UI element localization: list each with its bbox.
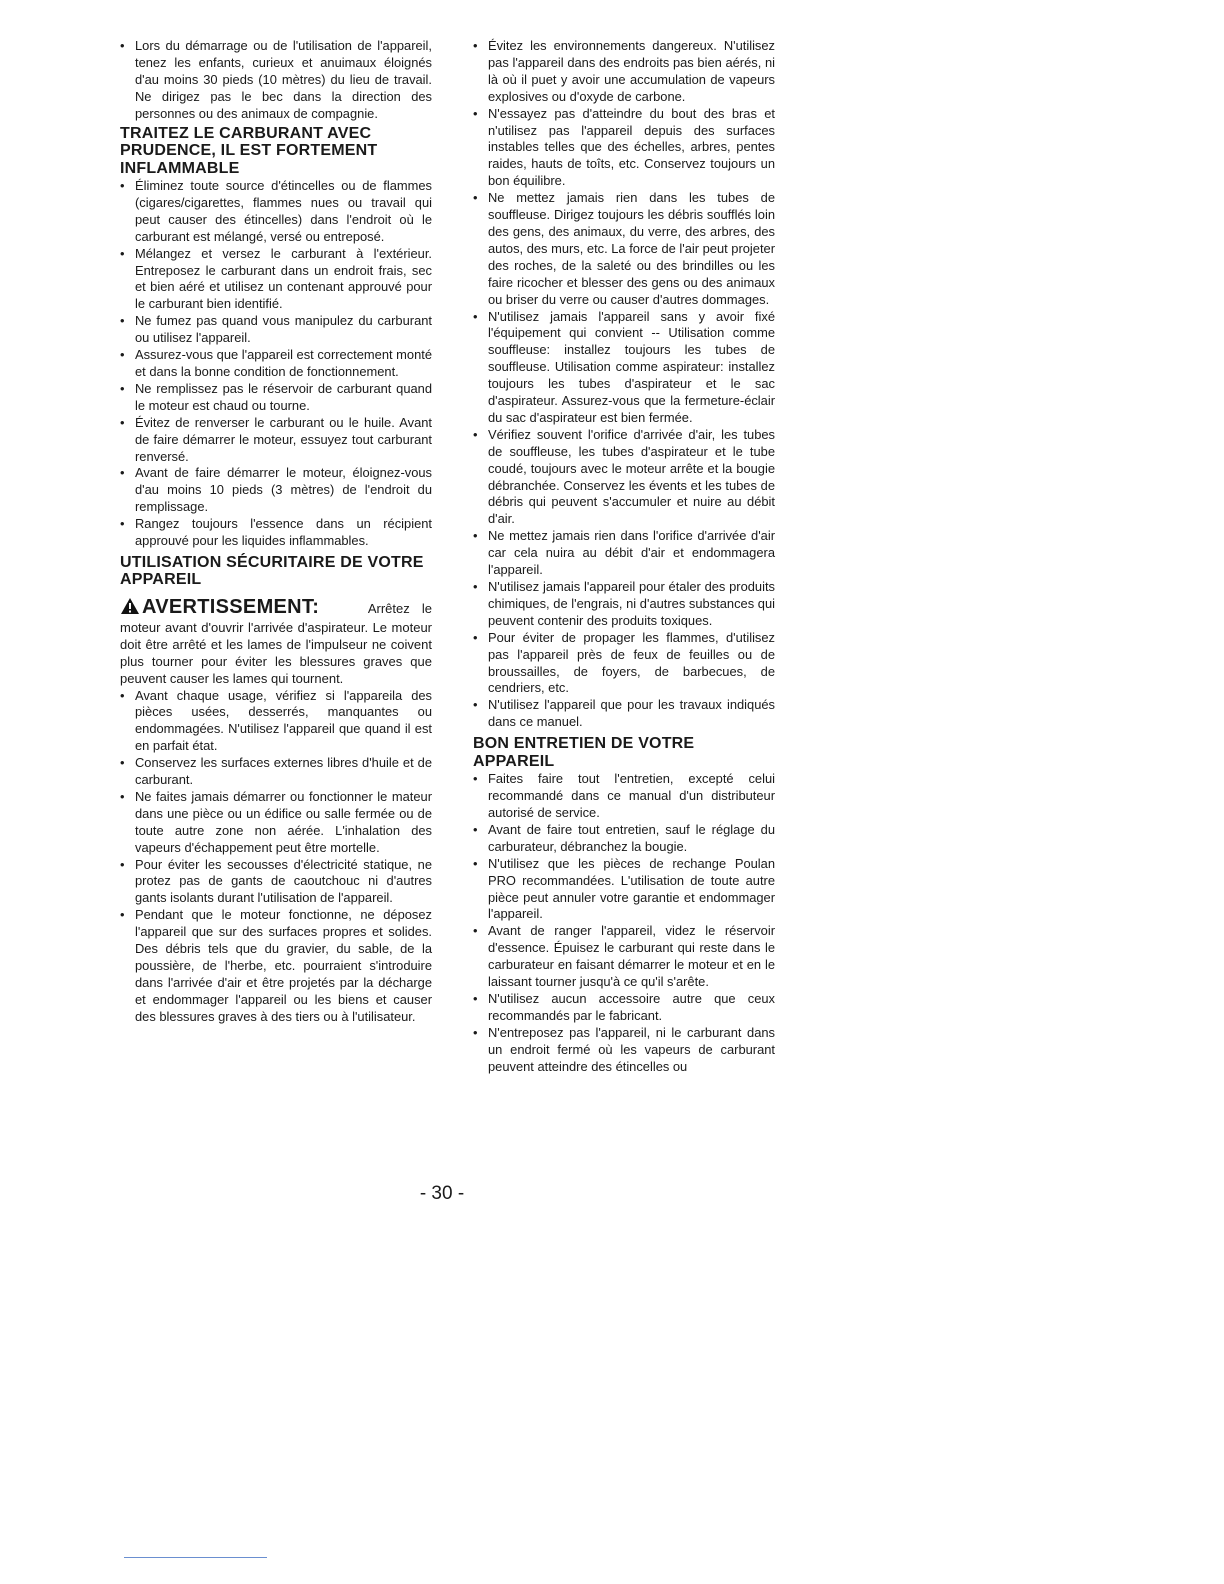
section-heading-fuel: TRAITEZ LE CARBURANT AVEC PRUDENCE, IL EST FORTEMENT INFLAMMABLE: [120, 124, 378, 177]
warning-block: [120, 597, 432, 688]
bullet-item: • N'essayez pas d'atteindre du bout des bras et n'utilisez pas l'appareil depuis des surfaces instables telles que des échelles, arbres, pentes raides, hauts de toîts, etc. Conservez toujours un bon équilibre.: [463, 106, 775, 191]
bullet-item: • Ne mettez jamais rien dans l'orifice d'arrivée d'air car cela nuira au débit d'air et endommagera l'appareil.: [463, 528, 775, 579]
bullet-item: • Ne mettez jamais rien dans les tubes de souffleuse. Dirigez toujours les débris soufflés loin des gens, des animaux, du verre, des arbres, des autos, des murs, etc. La force de l'air peut projeter des roches, de la saleté ou des brindilles ou les faire ricocher et blesser des gens ou des animaux ou briser du verre ou causer d'autres dommages.: [463, 190, 775, 308]
bullet-item: • Faites faire tout l'entretien, excepté celui recommandé dans ce manual d'un distributeur autorisé de service.: [463, 771, 775, 822]
left-list-2: [110, 178, 432, 550]
footer-rule: [124, 1557, 267, 1558]
bullet-item: • Avant de faire démarrer le moteur, éloignez-vous d'au moins 10 pieds (3 mètres) de l'endroit du remplissage.: [110, 465, 432, 516]
bullet-item: • Avant de faire tout entretien, sauf le réglage du carburateur, débranchez la bougie.: [463, 822, 775, 856]
bullet-item: • Avant chaque usage, vérifiez si l'appareila des pièces usées, desserrés, manquantes ou endommagées. N'utilisez l'appareil que quand il est en parfait état.: [110, 688, 432, 756]
right-column: [463, 38, 775, 1075]
bullet-item: • Ne faites jamais démarrer ou fonctionner le mateur dans une pièce ou un édifice ou salle fermée ou de toute autre zone non aérée. L'inhalation des vapeurs d'échappement peut être mortelle.: [110, 789, 432, 857]
bullet-item: • Conservez les surfaces externes libres d'huile et de carburant.: [110, 755, 432, 789]
bullet-item: • N'utilisez aucun accessoire autre que ceux recommandés par le fabricant.: [463, 991, 775, 1025]
section-heading-maintenance: BON ENTRETIEN DE VOTRE APPAREIL: [473, 735, 695, 770]
bullet-item: • Pour éviter les secousses d'électricité statique, ne protez pas de gants de caoutchouc ni d'autres gants isolants durant l'utilisation de l'appareil.: [110, 857, 432, 908]
bullet-item: • N'utilisez que les pièces de rechange Poulan PRO recommandées. L'utilisation de toute autre pièce peut annuler votre garantie et endommager l'appareil.: [463, 856, 775, 924]
bullet-item: • N'utilisez jamais l'appareil pour étaler des produits chimiques, de l'engrais, ni d'autres substances qui peuvent contenir des produits toxiques.: [463, 579, 775, 630]
bullet-item: • Rangez toujours l'essence dans un récipient approuvé pour les liquides inflammables.: [110, 516, 432, 550]
left-list-3: [110, 688, 432, 1026]
warning-title: AVERTISSEMENT:: [142, 595, 320, 618]
left-column: [110, 38, 432, 1026]
bullet-item: • Mélangez et versez le carburant à l'extérieur. Entreposez le carburant dans un endroit frais, sec et bien aéré et utilisez un contenant approuvé pour le carburant bien identifié.: [110, 246, 432, 314]
warning-text: Arrêtez le moteur avant d'ouvrir l'arrivée d'aspirateur. Le moteur doit être arrêté et les lames de l'impulseur ne coivent plus tourner pour éviter les blessures graves que peuvent causer les lames qui tournent.: [120, 600, 432, 686]
right-list-2: [463, 771, 775, 1075]
bullet-item: • Avant de ranger l'appareil, videz le réservoir d'essence. Épuisez le carburant qui reste dans le carburateur en faisant démarrer le moteur et en le laissant tourner jusqu'à ce qu'il s'arête.: [463, 923, 775, 991]
bullet-item: • Lors du démarrage ou de l'utilisation de l'appareil, tenez les enfants, curieux et anuimaux éloignés d'au moins 30 pieds (10 mètres) du lieu de travail. Ne dirigez pas le bec dans la direction des personnes ou des animaux de compagnie.: [110, 38, 432, 123]
right-list-1: [463, 38, 775, 731]
warning-triangle-icon: [120, 597, 140, 620]
bullet-item: • Vérifiez souvent l'orifice d'arrivée d'air, les tubes de souffleuse, les tubes d'aspirateur et le tube coudé, toujours avec le moteur arrête et la bougie débranchée. Conservez les évents et les tubes de débris qui peuvent s'accumuler et nuire au débit d'air.: [463, 427, 775, 528]
bullet-item: • N'entreposez pas l'appareil, ni le carburant dans un endroit fermé où les vapeurs de carburant peuvent atteindre des étincelles ou: [463, 1025, 775, 1076]
bullet-item: • N'utilisez l'appareil que pour les travaux indiqués dans ce manuel.: [463, 697, 775, 731]
bullet-item: • Ne fumez pas quand vous manipulez du carburant ou utilisez l'appareil.: [110, 313, 432, 347]
bullet-item: • Ne remplissez pas le réservoir de carburant quand le moteur est chaud ou tourne.: [110, 381, 432, 415]
bullet-item: • Assurez-vous que l'appareil est correctement monté et dans la bonne condition de fonctionnement.: [110, 347, 432, 381]
bullet-item: • Éliminez toute source d'étincelles ou de flammes (cigares/cigarettes, flammes nues ou travail qui peut causer des étincelles) dans l'endroit où le carburant est mélangé, versé ou entreposé.: [110, 178, 432, 246]
bullet-item: • N'utilisez jamais l'appareil sans y avoir fixé l'équipement qui convient -- Utilisation comme souffleuse: installez toujours les tubes de souffleuse. Utilisation comme aspirateur: installez toujours les tubes d'aspirateur et le sac d'aspirateur. Assurez-vous que la fermeture-éclair du sac d'aspirateur est bien fermée.: [463, 309, 775, 427]
bullet-item: • Pour éviter de propager les flammes, d'utilisez pas l'appareil près de feux de feuilles ou de broussailles, de foyers, de barbecues, de cendriers, etc.: [463, 630, 775, 698]
left-list-1: [110, 38, 432, 123]
section-heading-safe-use: UTILISATION SÉCURITAIRE DE VOTRE APPAREIL: [120, 553, 424, 589]
bullet-item: • Pendant que le moteur fonctionne, ne déposez l'appareil que sur des surfaces propres et solides. Des débris tels que du gravier, du sable, de la poussière, de l'herbe, etc. pourraient s'introduire dans l'arrivée d'air et être projetés par la décharge et endommager l'appareil ou les biens et causer des blessures graves à des tiers ou à l'utilisateur.: [110, 907, 432, 1025]
page-number: - 30 -: [419, 1183, 465, 1204]
bullet-item: • Évitez de renverser le carburant ou le huile. Avant de faire démarrer le moteur, essuyez tout carburant renversé.: [110, 415, 432, 466]
bullet-item: • Évitez les environnements dangereux. N'utilisez pas l'appareil dans des endroits pas bien aérés, ni là où il puet y avoir une accumulation de vapeurs explosives ou d'oxyde de carbone.: [463, 38, 775, 106]
